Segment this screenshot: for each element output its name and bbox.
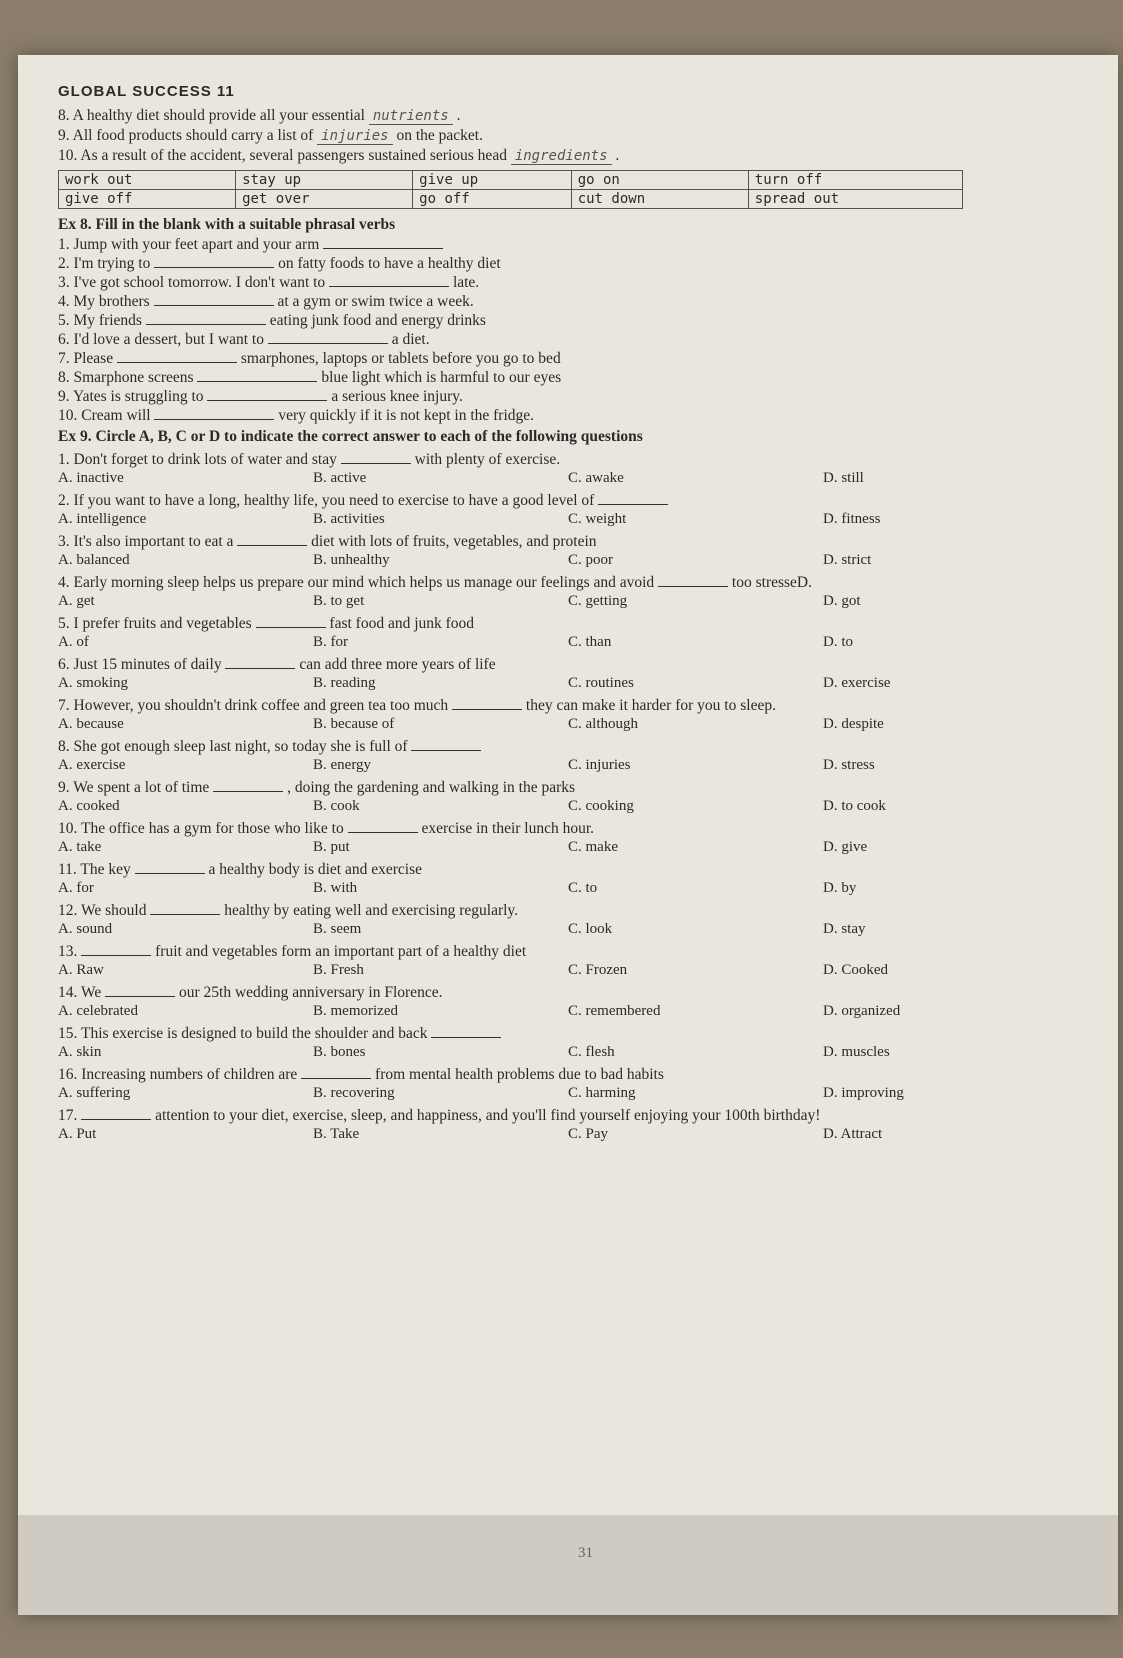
- ex8-item: [58, 406, 1078, 425]
- answer-option[interactable]: A. suffering: [58, 1085, 131, 1101]
- answer-option[interactable]: B. memorized: [313, 1003, 398, 1019]
- answer-option[interactable]: B. with: [313, 880, 358, 896]
- answer-option[interactable]: D. organized: [823, 1003, 901, 1019]
- answer-blank[interactable]: [81, 1107, 151, 1120]
- answer-option[interactable]: C. getting: [568, 593, 628, 609]
- item-text-after: late.: [452, 274, 480, 291]
- answer-option[interactable]: D. still: [823, 470, 864, 486]
- answer-option[interactable]: D. to cook: [823, 798, 886, 814]
- ex8-item: [58, 292, 1078, 311]
- answer-blank[interactable]: [197, 369, 317, 382]
- item-number: 6.: [58, 331, 70, 348]
- answer-options: [58, 920, 1078, 939]
- answer-option[interactable]: B. to get: [313, 593, 365, 609]
- item-text: Jump with your feet apart and your arm: [73, 236, 320, 253]
- answer-option[interactable]: D. fitness: [823, 511, 881, 527]
- item-text: A healthy diet should provide all your essential: [72, 107, 365, 124]
- answer-option[interactable]: D. Attract: [823, 1126, 883, 1142]
- answer-options: [58, 797, 1078, 816]
- answer-blank[interactable]: [348, 820, 418, 833]
- answer-options: [58, 551, 1078, 570]
- ex7-line: [58, 106, 1078, 126]
- answer-options: [58, 469, 1078, 488]
- verb-row: [59, 190, 963, 209]
- answer-options: [58, 674, 1078, 693]
- ex7-section: [58, 106, 1078, 166]
- ex8-section: [58, 235, 1078, 425]
- answer-option[interactable]: B. activities: [313, 511, 385, 527]
- answer-options: [58, 838, 1078, 857]
- answer-option[interactable]: C. than: [568, 634, 612, 650]
- item-text-after: very quickly if it is not kept in the fridge.: [278, 407, 535, 424]
- item-text-after: can add three more years of life: [299, 656, 496, 673]
- answer-blank[interactable]: [598, 492, 668, 505]
- answer-option[interactable]: A. of: [58, 634, 89, 650]
- answer-option[interactable]: A. cooked: [58, 798, 120, 814]
- answer-option[interactable]: A. for: [58, 880, 94, 896]
- item-text: We: [80, 984, 102, 1001]
- item-number: 8.: [58, 738, 70, 755]
- answer-option[interactable]: C. remembered: [568, 1003, 661, 1019]
- worksheet-page: [18, 55, 1118, 1615]
- item-text: I'd love a dessert, but I want to: [73, 331, 264, 348]
- answer-option[interactable]: B. recovering: [313, 1085, 395, 1101]
- answer-blank[interactable]: [268, 331, 388, 344]
- answer-blank[interactable]: [150, 902, 220, 915]
- item-text: The key: [80, 861, 131, 878]
- item-text-after: , doing the gardening and walking in the parks: [287, 779, 576, 796]
- ex9-question: [58, 614, 1078, 633]
- ex9-question: [58, 696, 1078, 715]
- item-number: 7.: [58, 350, 70, 367]
- item-number: 10.: [58, 147, 78, 164]
- ex9-question: [58, 983, 1078, 1002]
- answer-option[interactable]: D. muscles: [823, 1044, 890, 1060]
- answer-option[interactable]: D. strict: [823, 552, 872, 568]
- item-text: Yates is struggling to: [72, 388, 204, 405]
- item-number: 8.: [58, 369, 70, 386]
- answer-blank[interactable]: [452, 697, 522, 710]
- item-number: 3.: [58, 533, 70, 550]
- answer-option[interactable]: D. stay: [823, 921, 866, 937]
- answer-options: [58, 961, 1078, 980]
- item-text-after: diet with lots of fruits, vegetables, and protein: [311, 533, 597, 550]
- answer-blank[interactable]: [207, 388, 327, 401]
- verb-cell: cut down: [571, 190, 748, 209]
- item-number: 9.: [58, 127, 70, 144]
- item-text: My brothers: [73, 293, 150, 310]
- verb-cell: work out: [59, 171, 236, 190]
- answer-option[interactable]: C. awake: [568, 470, 624, 486]
- answer-option[interactable]: C. look: [568, 921, 613, 937]
- ex9-question: [58, 901, 1078, 920]
- ex9-question: [58, 1024, 1078, 1043]
- item-text-after: with plenty of exercise.: [414, 451, 561, 468]
- answer-option[interactable]: D. stress: [823, 757, 875, 773]
- book-header: GLOBAL SUCCESS 11: [58, 83, 235, 100]
- answer-options: [58, 510, 1078, 529]
- ex8-item: [58, 368, 1078, 387]
- item-number: 11.: [58, 861, 77, 878]
- answer-option[interactable]: D. Cooked: [823, 962, 888, 978]
- answer-option[interactable]: C. injuries: [568, 757, 631, 773]
- item-text: I'm trying to: [73, 255, 151, 272]
- item-text-after: exercise in their lunch hour.: [421, 820, 595, 837]
- verb-row: [59, 171, 963, 190]
- worksheet-content: [58, 83, 1078, 1145]
- item-text-after: a diet.: [391, 331, 430, 348]
- answer-option[interactable]: C. routines: [568, 675, 634, 691]
- item-text: All food products should carry a list of: [72, 127, 314, 144]
- item-number: 1.: [58, 236, 70, 253]
- answer-option[interactable]: A. Put: [58, 1126, 97, 1142]
- answer-option[interactable]: C. make: [568, 839, 618, 855]
- item-number: 4.: [58, 574, 70, 591]
- answer-option[interactable]: D. improving: [823, 1085, 904, 1101]
- answer-blank[interactable]: [411, 738, 481, 751]
- answer-option[interactable]: C. harming: [568, 1085, 636, 1101]
- item-text-after: eating junk food and energy drinks: [269, 312, 486, 329]
- item-number: 7.: [58, 697, 70, 714]
- answer-option[interactable]: A. balanced: [58, 552, 130, 568]
- ex7-line: [58, 146, 1078, 166]
- item-number: 15.: [58, 1025, 78, 1042]
- answer-option[interactable]: A. celebrated: [58, 1003, 138, 1019]
- ex9-question: [58, 942, 1078, 961]
- answer-options: [58, 715, 1078, 734]
- ex9-question: [58, 573, 1078, 592]
- answer-option[interactable]: A. get: [58, 593, 95, 609]
- answer-options: [58, 633, 1078, 652]
- item-number: 3.: [58, 274, 70, 291]
- handwritten-answer: ingredients: [511, 148, 612, 165]
- item-text: As a result of the accident, several passengers sustained serious head: [80, 147, 507, 164]
- item-text: Increasing numbers of children are: [81, 1066, 298, 1083]
- answer-option[interactable]: A. because: [58, 716, 124, 732]
- answer-blank[interactable]: [154, 255, 274, 268]
- answer-option[interactable]: B. seem: [313, 921, 362, 937]
- answer-blank[interactable]: [323, 236, 443, 249]
- ex9-title: Ex 9. Circle A, B, C or D to indicate the correct answer to each of the following questions: [58, 428, 643, 445]
- ex9-section: [58, 450, 1078, 1144]
- answer-option[interactable]: A. take: [58, 839, 102, 855]
- answer-blank[interactable]: [154, 293, 274, 306]
- answer-blank[interactable]: [105, 984, 175, 997]
- ex9-question: [58, 491, 1078, 510]
- item-number: 5.: [58, 312, 70, 329]
- answer-options: [58, 879, 1078, 898]
- item-number: 10.: [58, 820, 78, 837]
- item-text: Cream will: [81, 407, 151, 424]
- ex9-question: [58, 655, 1078, 674]
- answer-option[interactable]: C. Frozen: [568, 962, 628, 978]
- item-text-after: on the packet.: [396, 127, 483, 144]
- answer-blank[interactable]: [329, 274, 449, 287]
- answer-option[interactable]: D. exercise: [823, 675, 891, 691]
- ex8-item: [58, 387, 1078, 406]
- ex8-title: Ex 8. Fill in the blank with a suitable phrasal verbs: [58, 216, 396, 233]
- answer-option[interactable]: C. poor: [568, 552, 613, 568]
- verb-cell: turn off: [748, 171, 962, 190]
- answer-blank[interactable]: [117, 350, 237, 363]
- item-number: 6.: [58, 656, 70, 673]
- item-number: 17.: [58, 1107, 78, 1124]
- ex9-question: [58, 450, 1078, 469]
- ex8-item: [58, 254, 1078, 273]
- item-text-after: on fatty foods to have a healthy diet: [278, 255, 501, 272]
- verb-cell: go on: [571, 171, 748, 190]
- item-text-after: .: [615, 147, 620, 164]
- item-text: It's also important to eat a: [73, 533, 234, 550]
- item-text-after: blue light which is harmful to our eyes: [321, 369, 562, 386]
- ex7-line: [58, 126, 1078, 146]
- answer-option[interactable]: B. unhealthy: [313, 552, 390, 568]
- verb-cell: spread out: [748, 190, 962, 209]
- answer-option[interactable]: C. Pay: [568, 1126, 609, 1142]
- verb-cell: get over: [236, 190, 413, 209]
- item-text-after: smarphones, laptops or tablets before you go to bed: [240, 350, 561, 367]
- answer-option[interactable]: B. put: [313, 839, 350, 855]
- answer-blank[interactable]: [301, 1066, 371, 1079]
- item-text: We should: [80, 902, 147, 919]
- item-number: 2.: [58, 255, 70, 272]
- ex9-question: [58, 819, 1078, 838]
- item-text-after: from mental health problems due to bad habits: [375, 1066, 664, 1083]
- answer-option[interactable]: A. intelligence: [58, 511, 147, 527]
- item-text: Please: [73, 350, 114, 367]
- answer-blank[interactable]: [256, 615, 326, 628]
- item-text: Early morning sleep helps us prepare our mind which helps us manage our feelings and avoid: [73, 574, 655, 591]
- item-text: We spent a lot of time: [73, 779, 210, 796]
- item-number: 10.: [58, 407, 78, 424]
- answer-option[interactable]: B. because of: [313, 716, 395, 732]
- ex8-item: [58, 330, 1078, 349]
- ex9-question: [58, 532, 1078, 551]
- item-number: 9.: [58, 388, 70, 405]
- answer-blank[interactable]: [341, 451, 411, 464]
- item-text-after: a healthy body is diet and exercise: [208, 861, 423, 878]
- answer-blank[interactable]: [146, 312, 266, 325]
- answer-option[interactable]: B. Fresh: [313, 962, 364, 978]
- answer-option[interactable]: B. reading: [313, 675, 376, 691]
- item-text-after: at a gym or swim twice a week.: [277, 293, 474, 310]
- answer-option[interactable]: C. to: [568, 880, 598, 896]
- answer-option[interactable]: B. energy: [313, 757, 372, 773]
- answer-option[interactable]: A. sound: [58, 921, 113, 937]
- item-number: 14.: [58, 984, 78, 1001]
- item-text: I prefer fruits and vegetables: [73, 615, 252, 632]
- item-text-after: .: [456, 107, 461, 124]
- handwritten-answer: nutrients: [369, 108, 453, 125]
- item-number: 8.: [58, 107, 70, 124]
- verb-cell: give off: [59, 190, 236, 209]
- answer-option[interactable]: C. weight: [568, 511, 627, 527]
- answer-blank[interactable]: [154, 407, 274, 420]
- answer-option[interactable]: B. active: [313, 470, 367, 486]
- ex8-item: [58, 273, 1078, 292]
- answer-option[interactable]: C. flesh: [568, 1044, 615, 1060]
- answer-options: [58, 1002, 1078, 1021]
- item-text-after: they can make it harder for you to sleep.: [525, 697, 776, 714]
- ex9-question: [58, 737, 1078, 756]
- answer-option[interactable]: A. skin: [58, 1044, 102, 1060]
- item-text: The office has a gym for those who like to: [80, 820, 344, 837]
- answer-option[interactable]: A. exercise: [58, 757, 126, 773]
- ex9-question: [58, 778, 1078, 797]
- item-text: My friends: [73, 312, 142, 329]
- handwritten-answer: injuries: [317, 128, 392, 145]
- answer-option[interactable]: D. despite: [823, 716, 884, 732]
- answer-options: [58, 1043, 1078, 1062]
- page-number: 31: [578, 1545, 593, 1561]
- answer-blank[interactable]: [658, 574, 728, 587]
- item-text: Just 15 minutes of daily: [73, 656, 222, 673]
- answer-option[interactable]: B. bones: [313, 1044, 366, 1060]
- answer-option[interactable]: A. smoking: [58, 675, 129, 691]
- answer-blank[interactable]: [225, 656, 295, 669]
- ex9-question: [58, 1106, 1078, 1125]
- answer-options: [58, 592, 1078, 611]
- verb-cell: go off: [413, 190, 572, 209]
- answer-option[interactable]: C. cooking: [568, 798, 634, 814]
- answer-option[interactable]: D. to: [823, 634, 853, 650]
- answer-options: [58, 1084, 1078, 1103]
- item-number: 16.: [58, 1066, 78, 1083]
- item-number: 4.: [58, 293, 70, 310]
- ex8-item: [58, 311, 1078, 330]
- item-text-after: healthy by eating well and exercising regularly.: [224, 902, 519, 919]
- answer-option[interactable]: B. cook: [313, 798, 360, 814]
- answer-blank[interactable]: [135, 861, 205, 874]
- answer-option[interactable]: B. Take: [313, 1126, 360, 1142]
- answer-blank[interactable]: [213, 779, 283, 792]
- answer-blank[interactable]: [237, 533, 307, 546]
- item-text-after: fruit and vegetables form an important part of a healthy diet: [155, 943, 527, 960]
- answer-option[interactable]: A. inactive: [58, 470, 124, 486]
- answer-option[interactable]: D. give: [823, 839, 868, 855]
- ex8-item: [58, 349, 1078, 368]
- item-text-after: too stresseD.: [731, 574, 812, 591]
- item-text: I've got school tomorrow. I don't want to: [73, 274, 326, 291]
- answer-option[interactable]: D. by: [823, 880, 857, 896]
- item-number: 2.: [58, 492, 70, 509]
- ex8-item: [58, 235, 1078, 254]
- answer-option[interactable]: D. got: [823, 593, 861, 609]
- phrasal-verb-box: [58, 170, 963, 209]
- item-text-after: a serious knee injury.: [331, 388, 463, 405]
- answer-blank[interactable]: [81, 943, 151, 956]
- verb-cell: stay up: [236, 171, 413, 190]
- item-text: However, you shouldn't drink coffee and green tea too much: [73, 697, 449, 714]
- item-number: 9.: [58, 779, 70, 796]
- answer-option[interactable]: C. although: [568, 716, 638, 732]
- answer-options: [58, 1125, 1078, 1144]
- item-number: 13.: [58, 943, 78, 960]
- item-text-after: our 25th wedding anniversary in Florence.: [179, 984, 443, 1001]
- item-number: 1.: [58, 451, 70, 468]
- answer-option[interactable]: A. Raw: [58, 962, 104, 978]
- item-text: This exercise is designed to build the shoulder and back: [80, 1025, 428, 1042]
- item-text-after: fast food and junk food: [329, 615, 475, 632]
- verb-cell: give up: [413, 171, 572, 190]
- item-text: If you want to have a long, healthy life, you need to exercise to have a good level of: [73, 492, 595, 509]
- item-number: 12.: [58, 902, 78, 919]
- item-text: Smarphone screens: [73, 369, 194, 386]
- ex9-question: [58, 1065, 1078, 1084]
- answer-option[interactable]: B. for: [313, 634, 348, 650]
- answer-options: [58, 756, 1078, 775]
- page-bottom-shadow: [18, 1515, 1118, 1615]
- ex9-question: [58, 860, 1078, 879]
- answer-blank[interactable]: [431, 1025, 501, 1038]
- item-text: She got enough sleep last night, so today she is full of: [73, 738, 408, 755]
- item-number: 5.: [58, 615, 70, 632]
- item-text-after: attention to your diet, exercise, sleep, and happiness, and you'll find yourself enjoying your 100th birthday!: [155, 1107, 821, 1124]
- item-text: Don't forget to drink lots of water and stay: [73, 451, 337, 468]
